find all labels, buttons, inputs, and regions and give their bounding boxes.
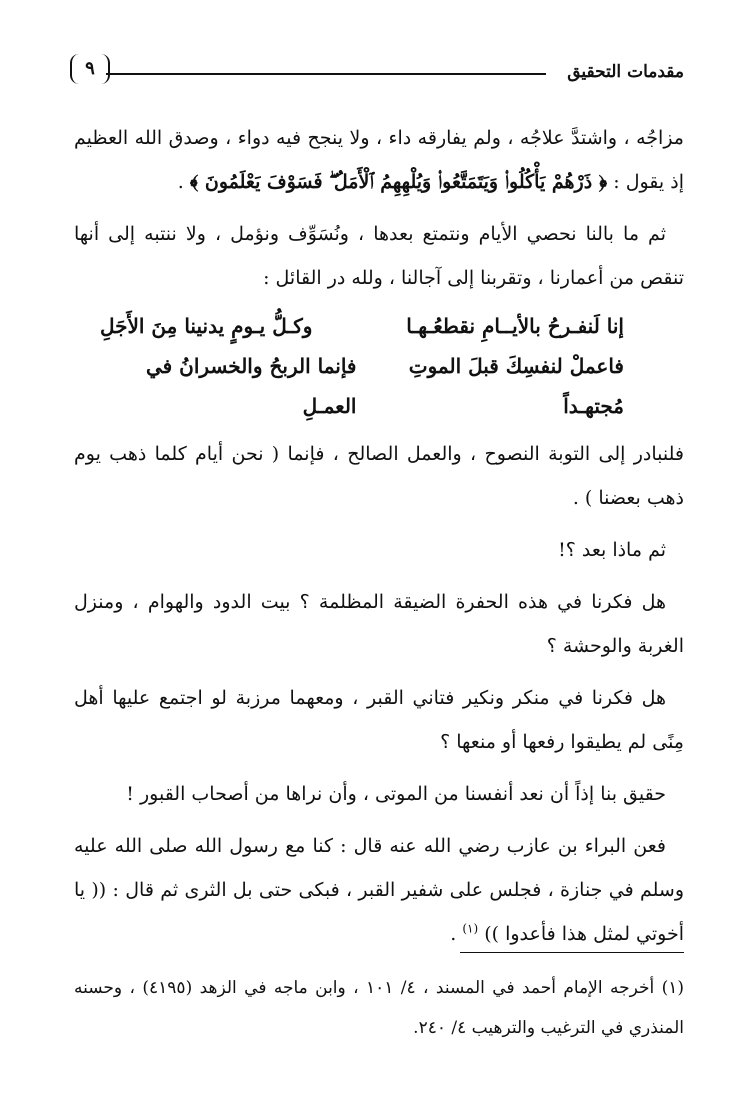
poem-verse-2-first-hemistich: فاعملْ لنفسِكَ قبلَ الموتِ مُجتهـداً [408,354,624,418]
paragraph-5: هل فكرنا في هذه الحفرة الضيقة المظلمة ؟ بيت الدود والهوام ، ومنزل الغربة والوحشة ؟ [74,591,684,657]
paragraph-8-end: . [450,923,457,945]
paragraph-1 [74,116,684,204]
paragraph-7: حقيق بنا إذاً أن نعد أنفسنا من الموتى ، وأن نراها من أصحاب القبور ! [126,783,666,805]
paragraph-8-text: فعن البراء بن عازب رضي الله عنه قال : كنا مع رسول الله صلى الله عليه وسلم في جنازة ، فجلس على شفير القبر ، فبكى حتى بل الثرى ثم قال : (( يا أخوتي لمثل هذا فأعدوا )) [74,835,684,945]
quran-verse: ﴿ ذَرْهُمْ يَأْكُلُوا۟ وَيَتَمَتَّعُوا۟ وَيُلْهِهِمُ ٱلْأَمَلُ ۖ فَسَوْفَ يَعْلَمُونَ ﴾ [189,171,608,193]
paragraph-1-text: مزاجُه ، واشتدَّ علاجُه ، ولم يفارقه داء ، ولا ينجح فيه دواء ، وصدق الله العظيم إذ يقول : [74,127,684,193]
footnote-separator [460,952,684,953]
paragraph-2: ثم ما بالنا نحصي الأيام ونتمتع بعدها ، ونُسَوِّف ونؤمل ، ولا ننتبه إلى أنها تنقص من أعمارنا ، وتقربنا إلى آجالنا ، ولله در القائل : [74,223,684,289]
footnote-reference: (١) [462,921,479,936]
footnote: (١) أخرجه الإمام أحمد في المسند ، ٤/ ١٠١ ، وابن ماجه في الزهد (٤١٩٥) ، وحسنه المنذري في الترغيب والترهيب ٤/ ٢٤٠. [74,978,684,1038]
page-number: ٩ [70,54,110,84]
running-title: مقدمات التحقيق [567,62,684,82]
poem-verse-1-second-hemistich: وكـلُّ يـومٍ يدنينا مِنَ الأَجَلِ [100,314,313,338]
poem-verse-1-first-hemistich: إنا لَنفـرحُ بالأيــامِ نقطعُـهـا [406,314,624,338]
poem-verse-2 [74,346,684,426]
poem-verse-2-second-hemistich: فإنما الربحُ والخسرانُ في العمـلِ [145,354,357,418]
paragraph-1-end: . [177,171,184,193]
poem [74,306,684,426]
paragraph-6: هل فكرنا في منكر ونكير فتاني القبر ، ومعهما مرزبة لو اجتمع عليها أهل مِنًى لم يطيقوا رفعها أو منعها ؟ [74,687,684,753]
header-rule [106,73,546,75]
paragraph-4: ثم ماذا بعد ؟! [558,539,666,561]
page-header [70,52,684,92]
poem-verse-1 [74,306,684,346]
paragraph-3: فلنبادر إلى التوبة النصوح ، والعمل الصالح ، فإنما ( نحن أيام كلما ذهب يوم ذهب بعضنا ) . [74,443,684,509]
paragraph-8 [74,824,684,956]
main-text [74,116,684,956]
